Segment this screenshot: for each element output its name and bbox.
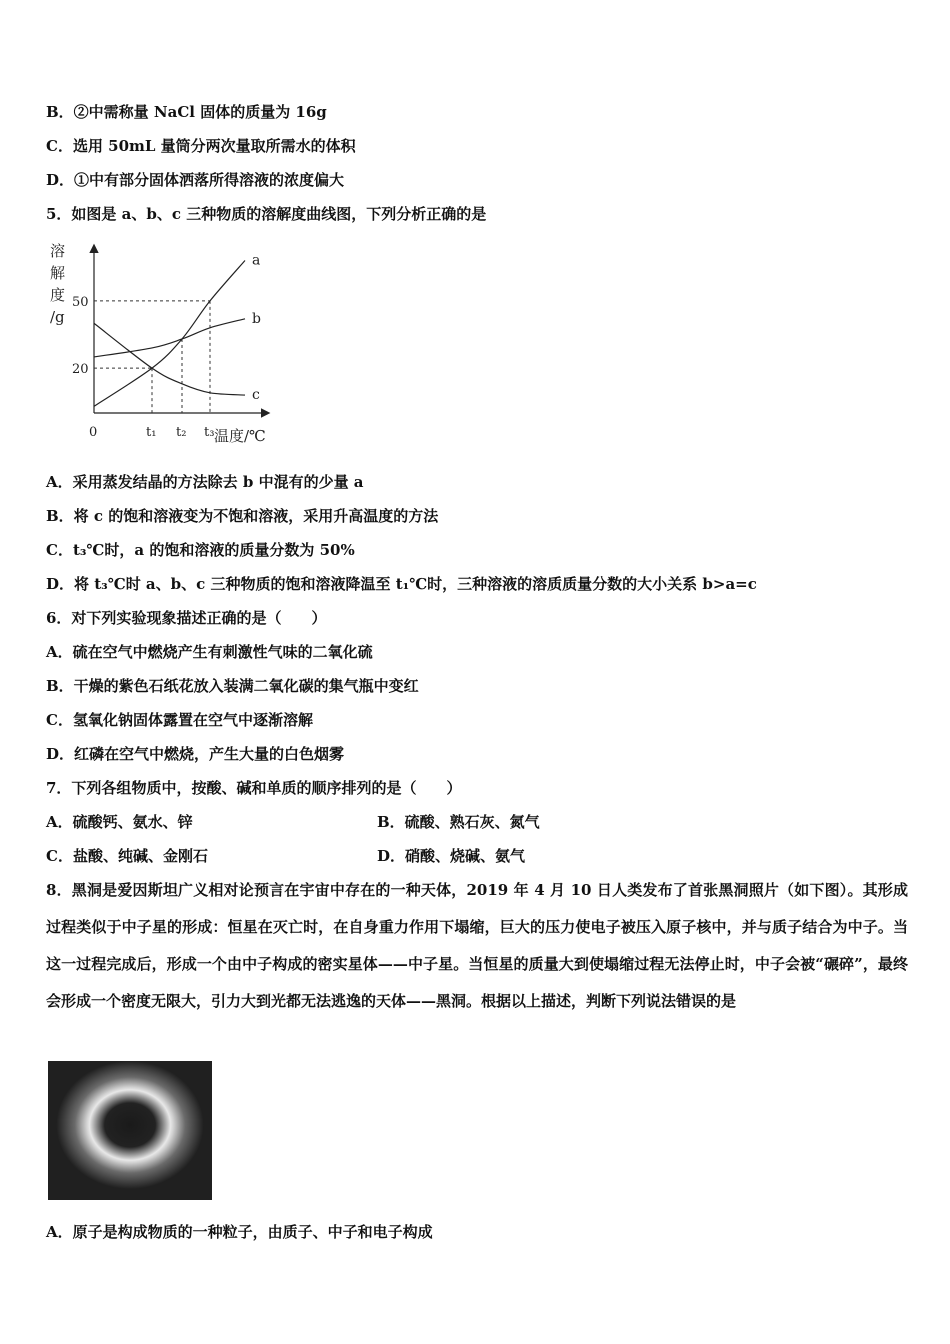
y-tick-label: 20: [72, 362, 89, 378]
curve-b: [94, 319, 245, 357]
q7-option-b: B．硫酸、熟石灰、氮气: [377, 813, 540, 831]
x-tick-label: t₂: [176, 425, 187, 440]
q5-option-a: A．采用蒸发结晶的方法除去 b 中混有的少量 a: [46, 473, 364, 491]
solubility-chart: [40, 238, 280, 448]
curve-a: [94, 260, 245, 406]
q7-option-d: D．硝酸、烧碱、氨气: [377, 847, 526, 865]
y-axis-label-char: /g: [50, 308, 65, 326]
q8-stem: 8．黑洞是爱因斯坦广义相对论预言在宇宙中存在的一种天体，2019 年 4 月 10 日人类发布了首张黑洞照片（如下图）。其形成过程类似于中子星的形成：恒星在灭亡时，在自身重力作用下塌缩，巨大的压力使电子被压入原子核中，并与质子结合为中子。当这一过程完成后，形成一个由中子构成的密实星体——中子星。当恒星的质量大到使塌缩过程无法停止时，中子会被“碾碎”，最终会形成一个密度无限大，引力大到光都无法逃逸的天体——黑洞。根据以上描述，判断下列说法错误的是: [46, 881, 908, 1010]
x-tick-label: t₃: [204, 425, 215, 440]
q6-option-d: D．红磷在空气中燃烧，产生大量的白色烟雾: [46, 745, 345, 763]
q4-option-c: C．选用 50mL 量筒分两次量取所需水的体积: [46, 137, 356, 155]
y-axis-label-char: 度: [50, 286, 66, 304]
q6-option-c: C．氢氧化钠固体露置在空气中逐渐溶解: [46, 711, 313, 729]
q4-option-b: B．②中需称量 NaCl 固体的质量为 16g: [46, 103, 327, 121]
curve-label-c: c: [252, 387, 260, 404]
q5-stem: 5．如图是 a、b、c 三种物质的溶解度曲线图，下列分析正确的是: [46, 205, 487, 223]
q7-option-a: A．硫酸钙、氨水、锌: [46, 813, 193, 831]
origin-label: 0: [89, 425, 98, 440]
q8-option-a: A．原子是构成物质的一种粒子，由质子、中子和电子构成: [46, 1223, 433, 1241]
y-axis-label-char: 解: [50, 264, 66, 282]
x-axis-label: 温度/℃: [214, 427, 266, 445]
q5-option-b: B．将 c 的饱和溶液变为不饱和溶液，采用升高温度的方法: [46, 507, 439, 525]
curve-label-b: b: [252, 310, 261, 327]
black-hole-photo: [48, 1061, 212, 1200]
q5-option-d: D．将 t₃℃时 a、b、c 三种物质的饱和溶液降温至 t₁℃时，三种溶液的溶质质量分数的大小关系 b>a=c: [46, 575, 757, 593]
q6-option-a: A．硫在空气中燃烧产生有刺激性气味的二氧化硫: [46, 643, 373, 661]
y-axis-label-char: 溶: [50, 242, 66, 260]
black-hole-ring: [48, 1061, 212, 1200]
q4-option-d: D．①中有部分固体洒落所得溶液的浓度偏大: [46, 171, 345, 189]
y-tick-label: 50: [72, 294, 89, 310]
q6-stem: 6．对下列实验现象描述正确的是（ ）: [46, 609, 327, 627]
curve-c: [94, 323, 245, 395]
q7-stem: 7．下列各组物质中，按酸、碱和单质的顺序排列的是（ ）: [46, 779, 462, 797]
q5-option-c: C．t₃℃时，a 的饱和溶液的质量分数为 50%: [46, 541, 355, 559]
curve-label-a: a: [252, 252, 261, 269]
q7-option-c: C．盐酸、纯碱、金刚石: [46, 847, 208, 865]
x-tick-label: t₁: [146, 425, 157, 440]
q6-option-b: B．干燥的紫色石纸花放入装满二氧化碳的集气瓶中变红: [46, 677, 419, 695]
